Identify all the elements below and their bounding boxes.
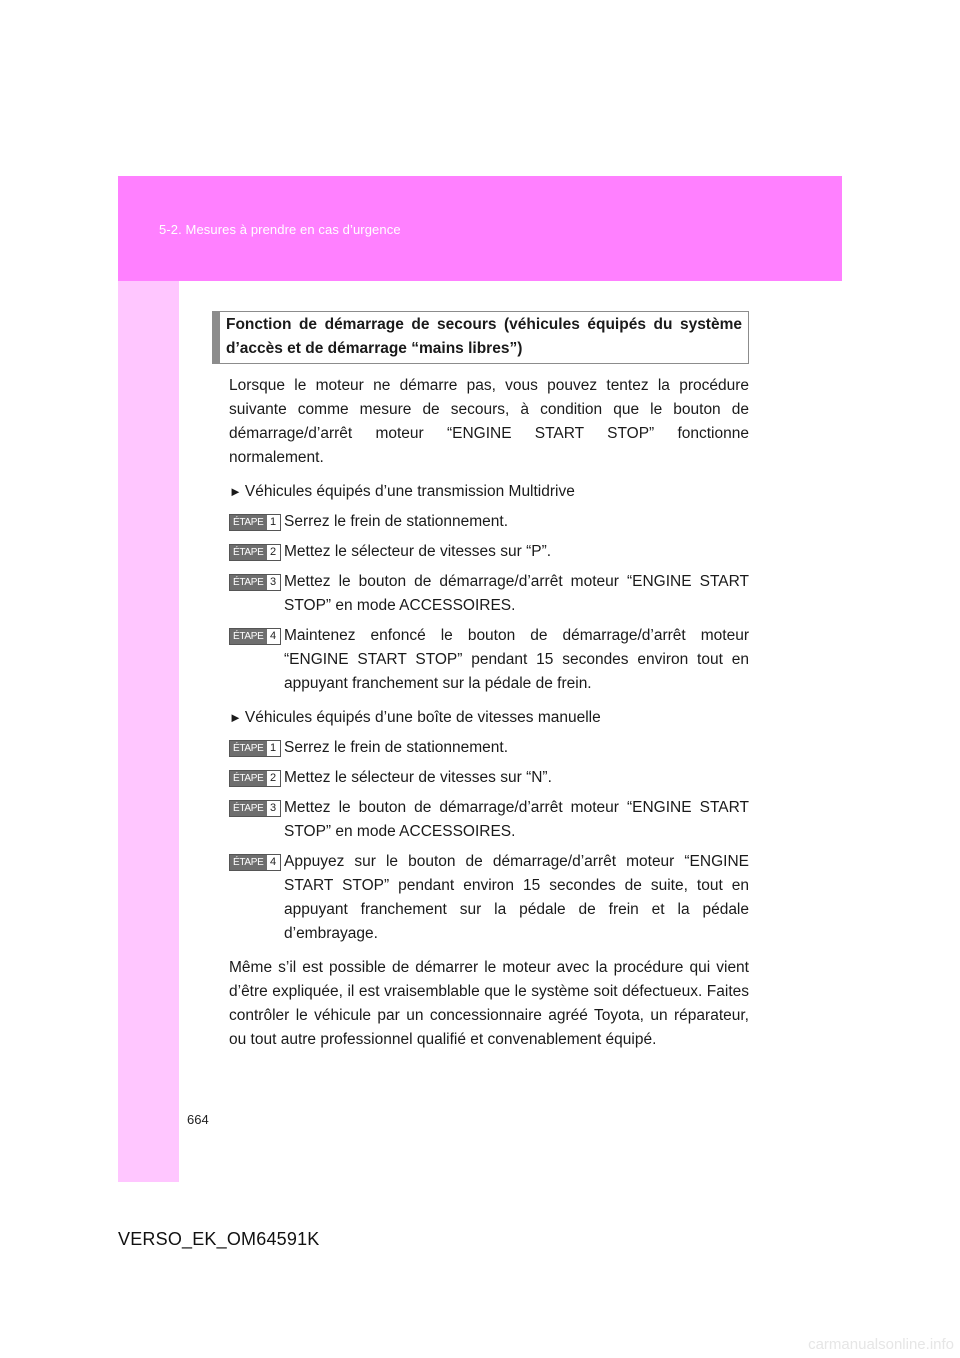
step-badge: ÉTAPE 4 [229, 854, 281, 871]
step-badge: ÉTAPE 3 [229, 574, 281, 591]
step-text: Serrez le frein de stationnement. [284, 739, 509, 756]
step-text: Mettez le bouton de démarrage/d’arrêt moteur “ENGINE START STOP” en mode ACCESSOIRES. [284, 799, 749, 840]
step-text: Mettez le bouton de démarrage/d’arrêt moteur “ENGINE START STOP” en mode ACCESSOIRES. [284, 573, 749, 614]
step-item [229, 624, 749, 696]
document-code: VERSO_EK_OM64591K [118, 1229, 320, 1249]
section-label: 5-2. Mesures à prendre en cas d’urgence [159, 222, 401, 237]
side-band [118, 281, 179, 1182]
subsection-heading-text: Véhicules équipés d’une boîte de vitesses manuelle [244, 709, 601, 726]
conclusion-paragraph: Même s’il est possible de démarrer le moteur avec la procédure qui vient d’être expliquée, il est vraisemblable que le système soit défectueux. Faites contrôler le véhicule par un concessionnaire agréé Toyota, un réparateur, ou tout autre professionnel qualifié et convenablement équipé. [229, 959, 749, 1048]
step-item [229, 850, 749, 946]
header-band [118, 176, 842, 281]
step-item [229, 510, 749, 534]
step-badge: ÉTAPE 1 [229, 740, 281, 757]
subsection-heading-manual [229, 706, 749, 730]
section-title-box: Fonction de démarrage de secours (véhicules équipés du système d’accès et de démarrage “mains libres”) [212, 311, 749, 364]
step-item [229, 736, 749, 760]
step-text: Appuyez sur le bouton de démarrage/d’arrêt moteur “ENGINE START STOP” pendant environ 15 secondes de suite, tout en appuyant franchement sur la pédale de frein et la pédale d’embrayage. [284, 853, 749, 942]
step-badge: ÉTAPE 1 [229, 514, 281, 531]
step-badge: ÉTAPE 3 [229, 800, 281, 817]
subsection-heading-multidrive [229, 480, 749, 504]
step-text: Serrez le frein de stationnement. [284, 513, 509, 530]
watermark: carmanualsonline.info [808, 1336, 954, 1353]
page-number: 664 [187, 1112, 209, 1127]
step-badge: ÉTAPE 2 [229, 770, 281, 787]
step-badge: ÉTAPE 4 [229, 628, 281, 645]
step-item [229, 796, 749, 844]
step-text: Maintenez enfoncé le bouton de démarrage/d’arrêt moteur “ENGINE START STOP” pendant 15 secondes environ tout en appuyant franchement sur la pédale de frein. [284, 627, 749, 692]
intro-paragraph: Lorsque le moteur ne démarre pas, vous pouvez tentez la procédure suivante comme mesure de secours, à condition que le bouton de démarrage/d’arrêt moteur “ENGINE START STOP” fonctionne normalement. [229, 377, 749, 466]
arrow-right-icon: ► [229, 710, 242, 725]
step-text: Mettez le sélecteur de vitesses sur “P”. [284, 543, 552, 560]
step-badge: ÉTAPE 2 [229, 544, 281, 561]
step-item [229, 570, 749, 618]
arrow-right-icon: ► [229, 484, 242, 499]
subsection-heading-text: Véhicules équipés d’une transmission Multidrive [244, 483, 575, 500]
step-item [229, 766, 749, 790]
content-area [212, 311, 749, 1052]
step-text: Mettez le sélecteur de vitesses sur “N”. [284, 769, 552, 786]
step-item [229, 540, 749, 564]
